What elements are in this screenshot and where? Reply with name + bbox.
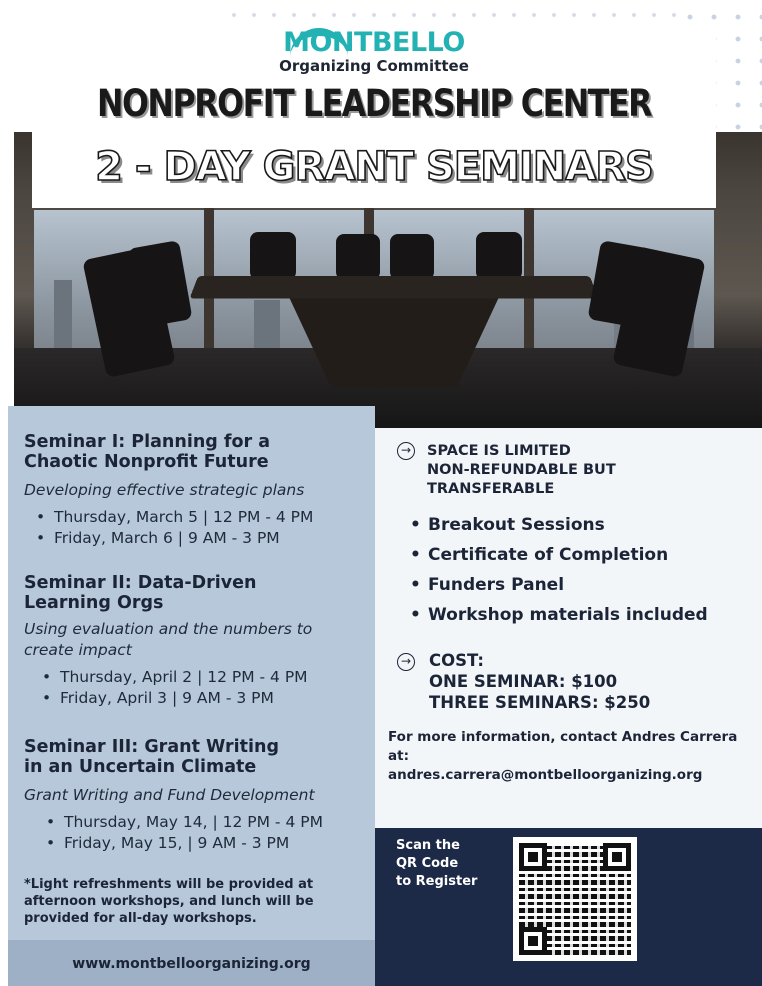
seminar-title	[24, 573, 312, 613]
seminar-description	[24, 619, 312, 661]
refreshments-note	[24, 876, 344, 927]
title-box	[32, 20, 716, 208]
seminar-title-line: Seminar III: Grant Writing	[24, 737, 280, 757]
scan-line: Scan the	[396, 838, 460, 853]
logo-wordmark: MONTBELLO	[283, 27, 465, 58]
seminar-title-line: Seminar II: Data-Driven	[24, 573, 257, 593]
arrow-circle-icon: →	[397, 442, 415, 460]
seminar-date: • Thursday, March 5 | 12 PM - 4 PM	[24, 507, 313, 528]
scan-line: QR Code	[396, 856, 459, 871]
feature-item: • Workshop materials included	[410, 600, 708, 630]
chair	[250, 232, 296, 280]
dot-pattern-top	[220, 0, 690, 18]
cost-text	[429, 650, 650, 713]
chair	[390, 234, 434, 280]
headline: NONPROFIT LEADERSHIP CENTER	[96, 82, 652, 125]
qr-code-icon[interactable]	[513, 837, 637, 961]
contact-line: For more information, contact Andres Carrera at:	[388, 729, 738, 764]
note-line: afternoon workshops, and lunch will be	[24, 894, 314, 909]
feature-list	[410, 510, 708, 630]
seminar-title-line: in an Uncertain Climate	[24, 757, 257, 777]
seminar-date: • Friday, March 6 | 9 AM - 3 PM	[24, 528, 313, 549]
notice-line: SPACE IS LIMITED	[427, 443, 571, 459]
note-line: provided for all-day workshops.	[24, 911, 257, 926]
website-link[interactable]: www.montbelloorganizing.org	[8, 940, 375, 986]
cost-section	[397, 650, 650, 713]
note-line: *Light refreshments will be provided at	[24, 877, 314, 892]
scan-instructions	[396, 837, 486, 891]
scan-line: to Register	[396, 874, 478, 889]
feature-item: • Funders Panel	[410, 570, 708, 600]
feature-item: • Certificate of Completion	[410, 540, 708, 570]
logo	[32, 28, 716, 74]
cost-three-seminars: THREE SEMINARS: $250	[429, 693, 651, 712]
seminar-description: Developing effective strategic plans	[24, 481, 305, 499]
seminar-date: • Thursday, May 14, | 12 PM - 4 PM	[34, 812, 323, 833]
seminar-1	[24, 432, 313, 549]
qr-finder-pattern	[519, 843, 547, 871]
feature-item: • Breakout Sessions	[410, 510, 708, 540]
seminar-title-line: Chaotic Nonprofit Future	[24, 452, 269, 472]
notice-line: NON-REFUNDABLE BUT	[427, 462, 616, 478]
seminar-description-line: create impact	[24, 641, 132, 659]
seminar-title	[24, 737, 323, 777]
seminar-date: • Friday, April 3 | 9 AM - 3 PM	[30, 688, 312, 709]
chair	[476, 232, 522, 280]
seminar-dates	[24, 507, 313, 549]
notice-text	[427, 442, 616, 499]
seminar-title	[24, 432, 313, 472]
qr-finder-pattern	[603, 843, 631, 871]
seminar-description: Grant Writing and Fund Development	[24, 786, 315, 804]
qr-code-pattern	[519, 843, 631, 955]
seminar-2	[24, 573, 312, 709]
seminar-date: • Thursday, April 2 | 12 PM - 4 PM	[30, 667, 312, 688]
cost-one-seminar: ONE SEMINAR: $100	[429, 672, 618, 691]
arrow-circle-icon: →	[397, 653, 415, 671]
seminar-dates	[24, 812, 323, 854]
seminar-date: • Friday, May 15, | 9 AM - 3 PM	[34, 833, 323, 854]
seminar-title-line: Seminar I: Planning for a	[24, 432, 271, 452]
seminar-dates	[24, 667, 312, 709]
space-notice	[397, 442, 616, 499]
conference-table	[190, 276, 599, 299]
chair	[336, 234, 380, 280]
notice-line: TRANSFERABLE	[427, 481, 555, 497]
seminar-description-line: Using evaluation and the numbers to	[24, 620, 313, 638]
contact-email-link[interactable]: andres.carrera@montbelloorganizing.org	[388, 767, 703, 783]
cost-label: COST:	[429, 651, 484, 670]
logo-subtitle: Organizing Committee	[279, 57, 469, 75]
seminar-title-line: Learning Orgs	[24, 593, 164, 613]
qr-finder-pattern	[519, 927, 547, 955]
contact-info	[388, 728, 762, 785]
seminar-3	[24, 737, 323, 854]
subheadline: 2 - DAY GRANT SEMINARS	[95, 144, 653, 190]
